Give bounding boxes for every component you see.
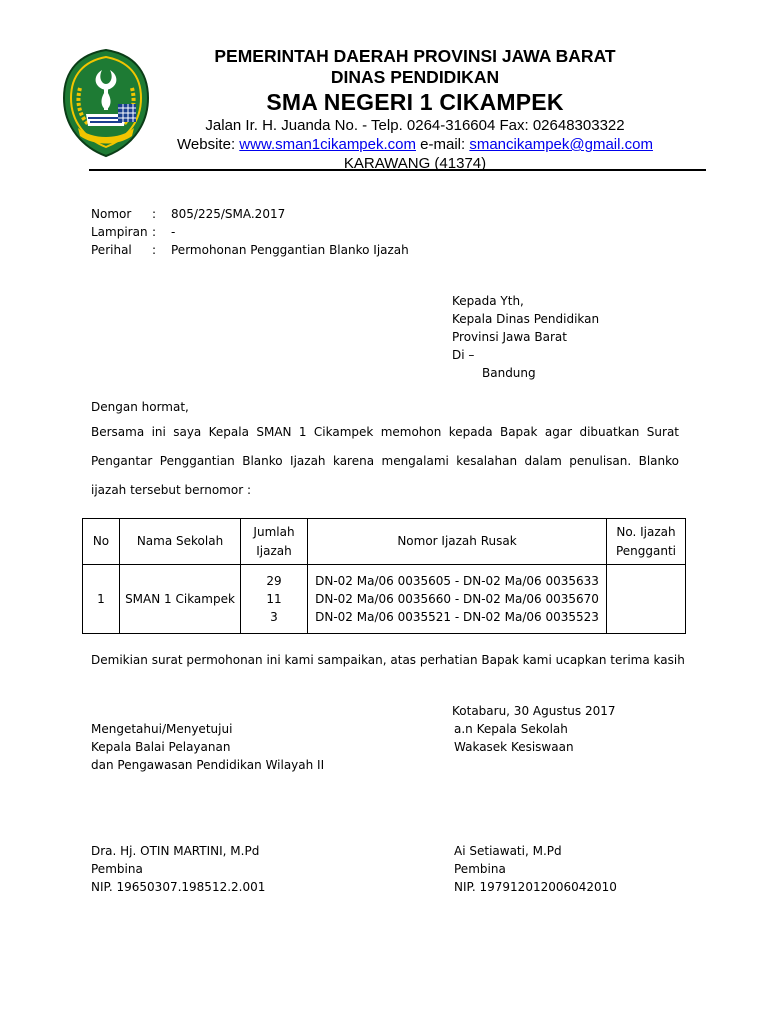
approval-line: Mengetahui/Menyetujui: [91, 722, 233, 736]
jumlah-value: 29: [266, 574, 282, 588]
header-jumlah-line: Jumlah: [253, 524, 295, 539]
table-header-row: [83, 519, 686, 565]
perihal-colon: :: [152, 243, 157, 257]
recipient-city: Bandung: [482, 366, 536, 380]
signer-title-line: a.n Kepala Sekolah: [454, 722, 568, 736]
header-pengganti-line: Pengganti: [615, 543, 677, 558]
signatory-name: Dra. Hj. OTIN MARTINI, M.Pd: [91, 844, 260, 858]
recipient-line: Kepada Yth,: [452, 294, 524, 308]
nomor-range: DN-02 Ma/06 0035521 - DN-02 Ma/06 0035523: [315, 610, 599, 624]
recipient-line: Provinsi Jawa Barat: [452, 330, 567, 344]
lampiran-value: -: [171, 225, 176, 239]
cell-pengganti: [607, 565, 686, 634]
cell-nomor-rusak: [308, 565, 607, 634]
signer-title-line: Wakasek Kesiswaan: [454, 740, 574, 754]
signatory-rank: Pembina: [454, 862, 506, 876]
school-name: SMA NEGERI 1 CIKAMPEK: [266, 89, 564, 115]
letterhead-divider: [89, 169, 706, 171]
recipient-line: Kepala Dinas Pendidikan: [452, 312, 600, 326]
table-row: [83, 565, 686, 634]
perihal-label: Perihal: [91, 243, 132, 257]
school-city: KARAWANG (41374): [343, 155, 487, 172]
header-pengganti: [607, 519, 686, 565]
jumlah-value: 11: [266, 592, 282, 606]
letter-date: Kotabaru, 30 Agustus 2017: [452, 704, 616, 718]
school-address: Jalan Ir. H. Juanda No. - Telp. 0264-316604 Fax: 02648303322: [205, 117, 625, 134]
cell-no: 1: [83, 565, 120, 634]
header-jumlah-ijazah: [241, 519, 308, 565]
signatory-nip: NIP. 19650307.198512.2.001: [91, 880, 266, 894]
cell-jumlah: [241, 565, 308, 634]
header-jumlah-line: Ijazah: [256, 543, 292, 558]
cell-nama-sekolah: SMAN 1 Cikampek: [120, 565, 241, 634]
email-link[interactable]: smancikampek@gmail.com: [469, 136, 653, 153]
signatory-nip: NIP. 197912012006042010: [454, 880, 617, 894]
email-label: e-mail:: [416, 136, 470, 153]
government-name: PEMERINTAH DAERAH PROVINSI JAWA BARAT: [214, 46, 616, 66]
header-pengganti-line: No. Ijazah: [616, 524, 676, 539]
nomor-range: DN-02 Ma/06 0035660 - DN-02 Ma/06 0035670: [315, 592, 599, 606]
jumlah-value: 3: [270, 610, 278, 624]
header-nama-sekolah: Nama Sekolah: [120, 519, 241, 565]
header-nomor-rusak: Nomor Ijazah Rusak: [308, 519, 607, 565]
ijazah-table: [82, 518, 686, 634]
header-no: No: [83, 519, 120, 565]
body-paragraph: Bersama ini saya Kepala SMAN 1 Cikampek memohon kepada Bapak agar dibuatkan Surat Pengantar Penggantian Blanko Ijazah karena mengalami kesalahan dalam penulisan. Blanko ijazah tersebut bernomor :: [91, 425, 679, 497]
signatory-name: Ai Setiawati, M.Pd: [454, 844, 562, 858]
greeting: Dengan hormat,: [91, 400, 189, 414]
nomor-value: 805/225/SMA.2017: [171, 207, 286, 221]
approval-line: Kepala Balai Pelayanan: [91, 740, 231, 754]
approval-line: dan Pengawasan Pendidikan Wilayah II: [91, 758, 325, 772]
nomor-label: Nomor: [91, 207, 132, 221]
department-name: DINAS PENDIDIKAN: [330, 67, 500, 87]
contact-line: [130, 135, 700, 154]
letterhead: [130, 46, 700, 173]
closing-sentence: Demikian surat permohonan ini kami sampaikan, atas perhatian Bapak kami ucapkan terima kasih: [91, 653, 685, 667]
signatory-rank: Pembina: [91, 862, 143, 876]
website-label: Website:: [177, 136, 240, 153]
perihal-value: Permohonan Penggantian Blanko Ijazah: [171, 243, 409, 257]
nomor-colon: :: [152, 207, 157, 221]
recipient-line: Di –: [452, 348, 475, 362]
lampiran-label: Lampiran: [91, 225, 148, 239]
website-link[interactable]: www.sman1cikampek.com: [239, 136, 416, 153]
lampiran-colon: :: [152, 225, 157, 239]
nomor-range: DN-02 Ma/06 0035605 - DN-02 Ma/06 0035633: [315, 574, 599, 588]
